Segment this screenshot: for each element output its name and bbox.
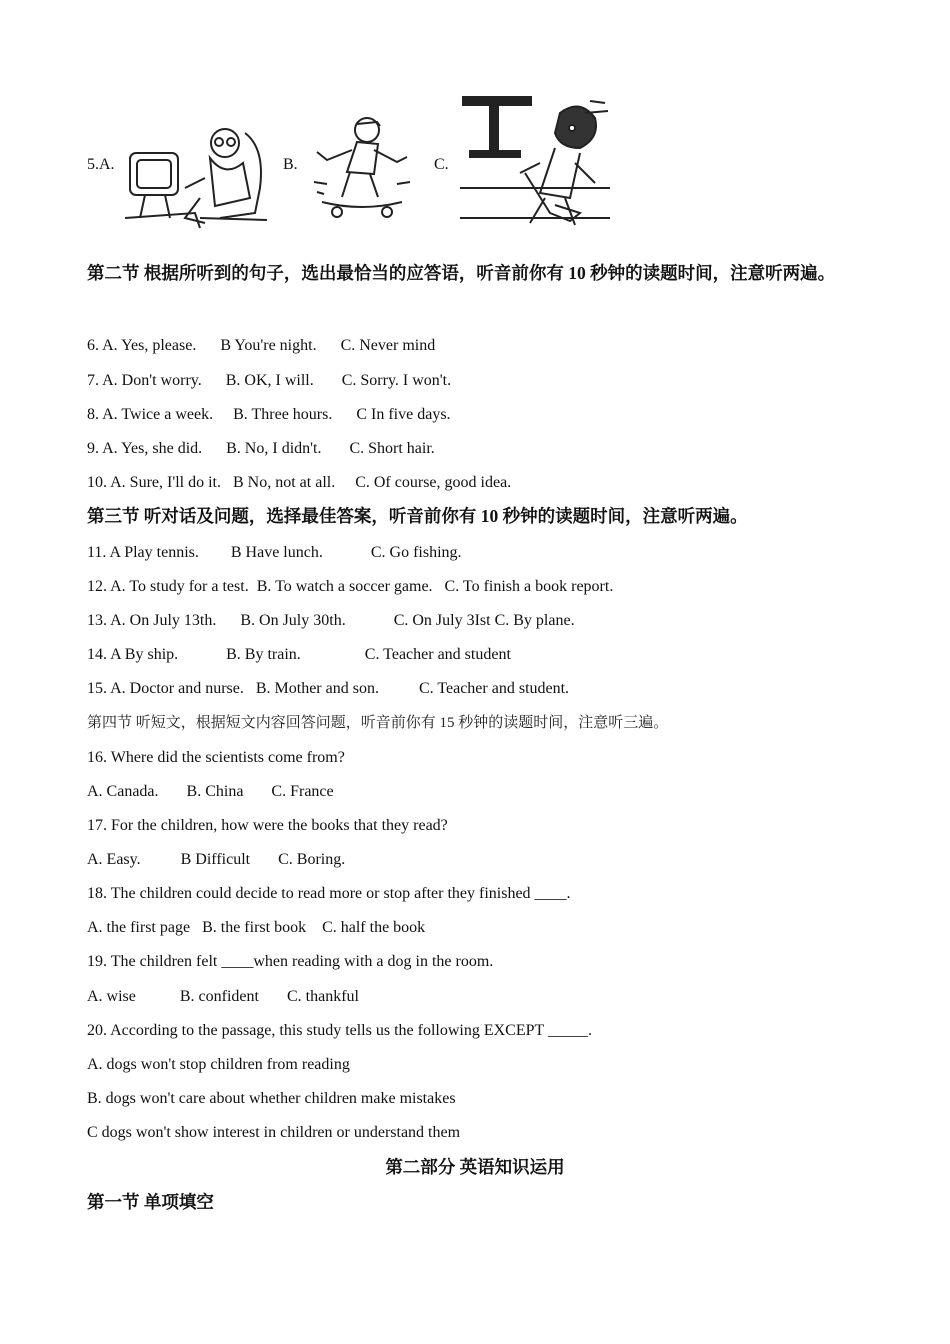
question-9: 9. A. Yes, she did. B. No, I didn't. C. Short hair. — [87, 440, 435, 457]
section2-heading: 第二节 根据所听到的句子，选出最恰当的应答语，听音前你有 10 秒钟的读题时间，注意听两遍。 — [87, 263, 836, 283]
question-19: 19. The children felt ____when reading with a dog in the room. — [87, 953, 494, 970]
question-18: 18. The children could decide to read more or stop after they finished ____. — [87, 885, 571, 902]
question-20-option-c: C dogs won't show interest in children or understand them — [87, 1124, 461, 1141]
question-20-option-b: B. dogs won't care about whether children make mistakes — [87, 1090, 456, 1107]
sweeping-picture — [460, 93, 610, 233]
question-14: 14. A By ship. B. By train. C. Teacher and student — [87, 646, 511, 663]
skateboarding-picture — [312, 112, 412, 222]
question-20: 20. According to the passage, this study tells us the following EXCEPT _____. — [87, 1022, 592, 1039]
question-7: 7. A. Don't worry. B. OK, I will. C. Sorry. I won't. — [87, 372, 452, 389]
part2-title: 第二部分 英语知识运用 — [385, 1157, 565, 1177]
question-8: 8. A. Twice a week. B. Three hours. C In five days. — [87, 406, 451, 423]
question-6: 6. A. Yes, please. B You're night. C. Never mind — [87, 337, 436, 354]
question-17-options: A. Easy. B Difficult C. Boring. — [87, 851, 346, 868]
question-11: 11. A Play tennis. B Have lunch. C. Go fishing. — [87, 544, 462, 561]
question-16-options: A. Canada. B. China C. France — [87, 783, 334, 800]
q5-label-c: C. — [434, 156, 449, 173]
question-18-options: A. the first page B. the first book C. half the book — [87, 919, 426, 936]
question-17: 17. For the children, how were the books that they read? — [87, 817, 448, 834]
section4-heading: 第四节 听短文，根据短文内容回答问题，听音前你有 15 秒钟的读题时间，注意听三遍。 — [87, 715, 669, 731]
part2-subheading: 第一节 单项填空 — [87, 1192, 214, 1212]
question-10: 10. A. Sure, I'll do it. B No, not at all. C. Of course, good idea. — [87, 474, 512, 491]
tv-watching-picture — [125, 118, 270, 230]
question-12: 12. A. To study for a test. B. To watch a soccer game. C. To finish a book report. — [87, 578, 614, 595]
q5-label-b: B. — [283, 156, 298, 173]
question-19-options: A. wise B. confident C. thankful — [87, 988, 359, 1005]
q5-label-a: 5.A. — [87, 156, 115, 173]
section3-heading: 第三节 听对话及问题，选择最佳答案，听音前你有 10 秒钟的读题时间，注意听两遍。 — [87, 506, 748, 526]
question-15: 15. A. Doctor and nurse. B. Mother and son. C. Teacher and student. — [87, 680, 570, 697]
question-20-option-a: A. dogs won't stop children from reading — [87, 1056, 350, 1073]
question-16: 16. Where did the scientists come from? — [87, 749, 345, 766]
question-13: 13. A. On July 13th. B. On July 30th. C. On July 3Ist C. By plane. — [87, 612, 575, 629]
